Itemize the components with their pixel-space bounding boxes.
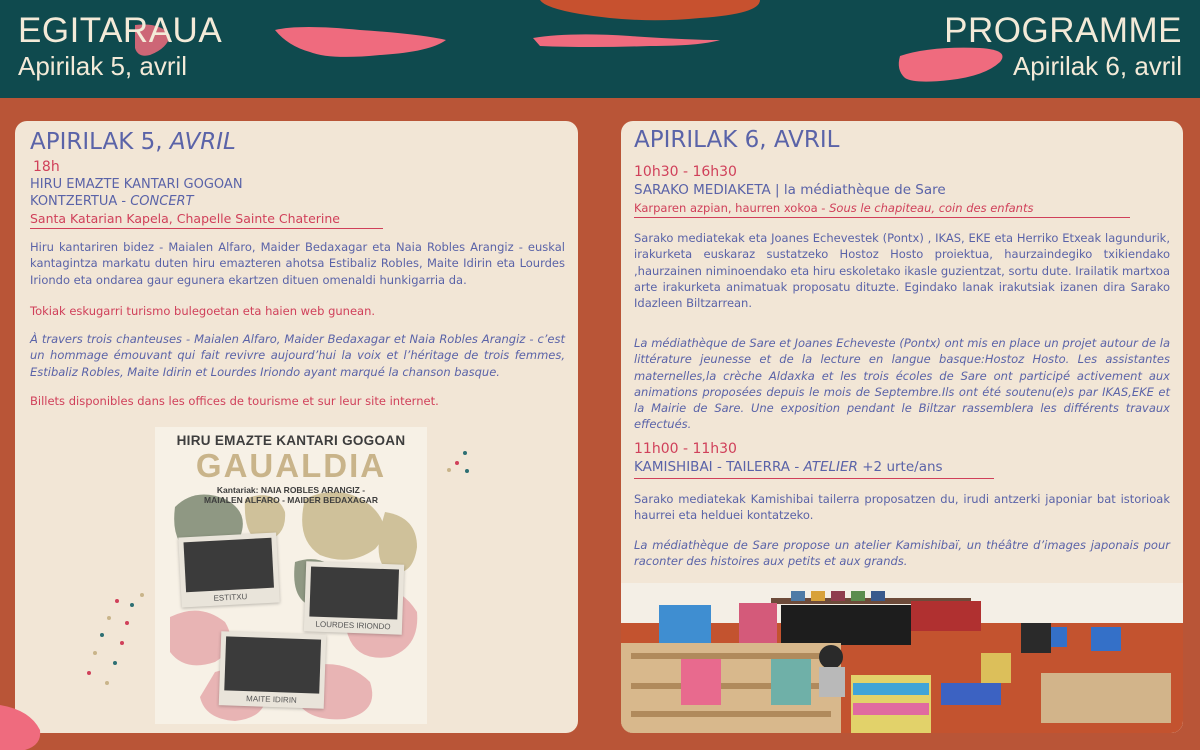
event-name: HIRU EMAZTE KANTARI GOGOAN xyxy=(30,177,243,192)
event1-name: SARAKO MEDIAKETA | la médiathèque de Sare xyxy=(634,182,946,198)
location-underline xyxy=(30,228,383,229)
header-left-date: Apirilak 5, avril xyxy=(18,51,188,81)
event1-location-fr: Sous le chapiteau, coin des enfants xyxy=(829,201,1034,215)
day1-title xyxy=(30,129,236,155)
event2-underline xyxy=(634,478,994,479)
event1-time: 10h30 - 16h30 xyxy=(634,164,737,180)
day1-title-fr: AVRIL xyxy=(169,129,236,155)
poster-top-line: HIRU EMAZTE KANTARI GOGOAN xyxy=(176,433,406,448)
poster-photo-lourdes-iriondo xyxy=(304,561,404,634)
poster-cast-line2: MAIALEN ALFARO - MAIDER BEDAXAGAR xyxy=(204,495,378,505)
desc-french: À travers trois chanteuses - Maialen Alfaro, Maider Bedaxagar et Naia Robles Arangiz - c’est un hommage émouvant qui fait revivre aujourd’hui la voix et l’héritage de trois femmes, Estibaliz Robles, Maite Idirin et Lourdes Iriondo ayant marqué la chanson basque. xyxy=(30,332,565,379)
header-right-date: Apirilak 6, avril xyxy=(1012,51,1182,81)
event2-age: +2 urte/ans xyxy=(862,459,943,475)
day1-panel xyxy=(15,121,578,733)
photo-caption-lourdes-iriondo: LOURDES IRIONDO xyxy=(315,619,391,632)
event1-desc-basque: Sarako mediatekak eta Joanes Echevestek (Pontx) , IKAS, EKE eta Herriko Etxeak lagundurik, irakurketa euskaraz sustatzeko Hostoz Hosto proiektua, haurzaindegiko txikiendako ,haurzainen niminoendako eta hiru eskoletako ikasle guzientzat, sortu dute. Irailatik martxoa arte irakurketa animatuak proposatu dituzte. Egindako lanak irakutsiak izanen dira Sarako Idazleen Biltzarrean. xyxy=(634,231,1170,311)
event1-desc-french: La médiathèque de Sare et Joanes Echeveste (Pontx) ont mis en place un projet autour de la littérature jeunesse et de la lecture en langue basque:Hostoz Hosto. Les assistantes maternelles,la crèche Aldaxka et les trois écoles de Sare ont participé activement aux animations proposées depuis le mois de Septembre.Ils ont été soutenu(e)s par IKAS,EKE et la Mairie de Sare. Une exposition pendant le Biltzar rassemblera les différents travaux effectués. xyxy=(634,336,1170,432)
day2-panel xyxy=(621,121,1183,733)
corner-leaf-decoration xyxy=(0,700,60,750)
header-banner xyxy=(0,0,1200,98)
poster-big-title: GAUALDIA xyxy=(195,447,387,484)
event-type-eu: KONTZERTUA - xyxy=(30,194,127,209)
tickets-french: Billets disponibles dans les offices de tourisme et sur leur site internet. xyxy=(30,394,439,408)
event-location: Santa Katarian Kapela, Chapelle Sainte Chaterine xyxy=(30,211,340,226)
header-left xyxy=(18,12,222,82)
poster-cast-line1: Kantariak: NAIA ROBLES ARANGIZ - xyxy=(216,485,366,495)
day1-title-eu: APIRILAK 5, xyxy=(30,129,163,155)
desc-basque: Hiru kantariren bidez - Maialen Alfaro, Maider Bedaxagar eta Naia Robles Arangiz - euskal kantagintza markatu duten hiru emazteren ahotsa Estibaliz Robles, Maite Idirin eta Lourdes Iriondo eta ondarea gaur egunera ekartzen dituen omenaldi hunkigarria da. xyxy=(30,240,565,287)
event-type-fr: CONCERT xyxy=(130,194,194,209)
tickets-basque: Tokiak eskugarri turismo bulegoetan eta haien web gunean. xyxy=(30,304,376,318)
event2-name-eu: KAMISHIBAI - TAILERRA - xyxy=(634,459,800,475)
header-right-title: PROGRAMME xyxy=(944,11,1182,50)
poster-photo-maite-idirin xyxy=(219,631,327,709)
event2-time: 11h00 - 11h30 xyxy=(634,441,737,457)
event1-location-eu: Karparen azpian, haurren xokoa - xyxy=(634,201,826,215)
library-photo xyxy=(621,583,1183,733)
event2-name xyxy=(634,459,943,476)
event-time: 18h xyxy=(33,159,60,175)
photo-caption-maite-idirin: MAITE IDIRIN xyxy=(245,694,297,705)
event2-desc-basque: Sarako mediatekak Kamishibai tailerra proposatzen du, irudi antzerki japoniar bat istorioak haurrei eta helduei kontatzeko. xyxy=(634,492,1170,523)
event1-underline xyxy=(634,217,1130,218)
header-right xyxy=(944,12,1182,82)
event2-desc-french: La médiathèque de Sare propose un atelier Kamishibaï, un théâtre d’images japonais pour raconter des histoires aux petits et aux grands. xyxy=(634,538,1170,569)
event-type xyxy=(30,193,194,210)
poster-photo-estitxu xyxy=(178,532,280,607)
event2-name-fr: ATELIER xyxy=(803,459,858,475)
header-left-title: EGITARAUA xyxy=(18,11,223,50)
event1-location xyxy=(634,200,1033,217)
photo-caption-estitxu: ESTITXU xyxy=(213,592,248,603)
day2-title: APIRILAK 6, AVRIL xyxy=(634,127,840,153)
concert-poster xyxy=(155,427,427,724)
